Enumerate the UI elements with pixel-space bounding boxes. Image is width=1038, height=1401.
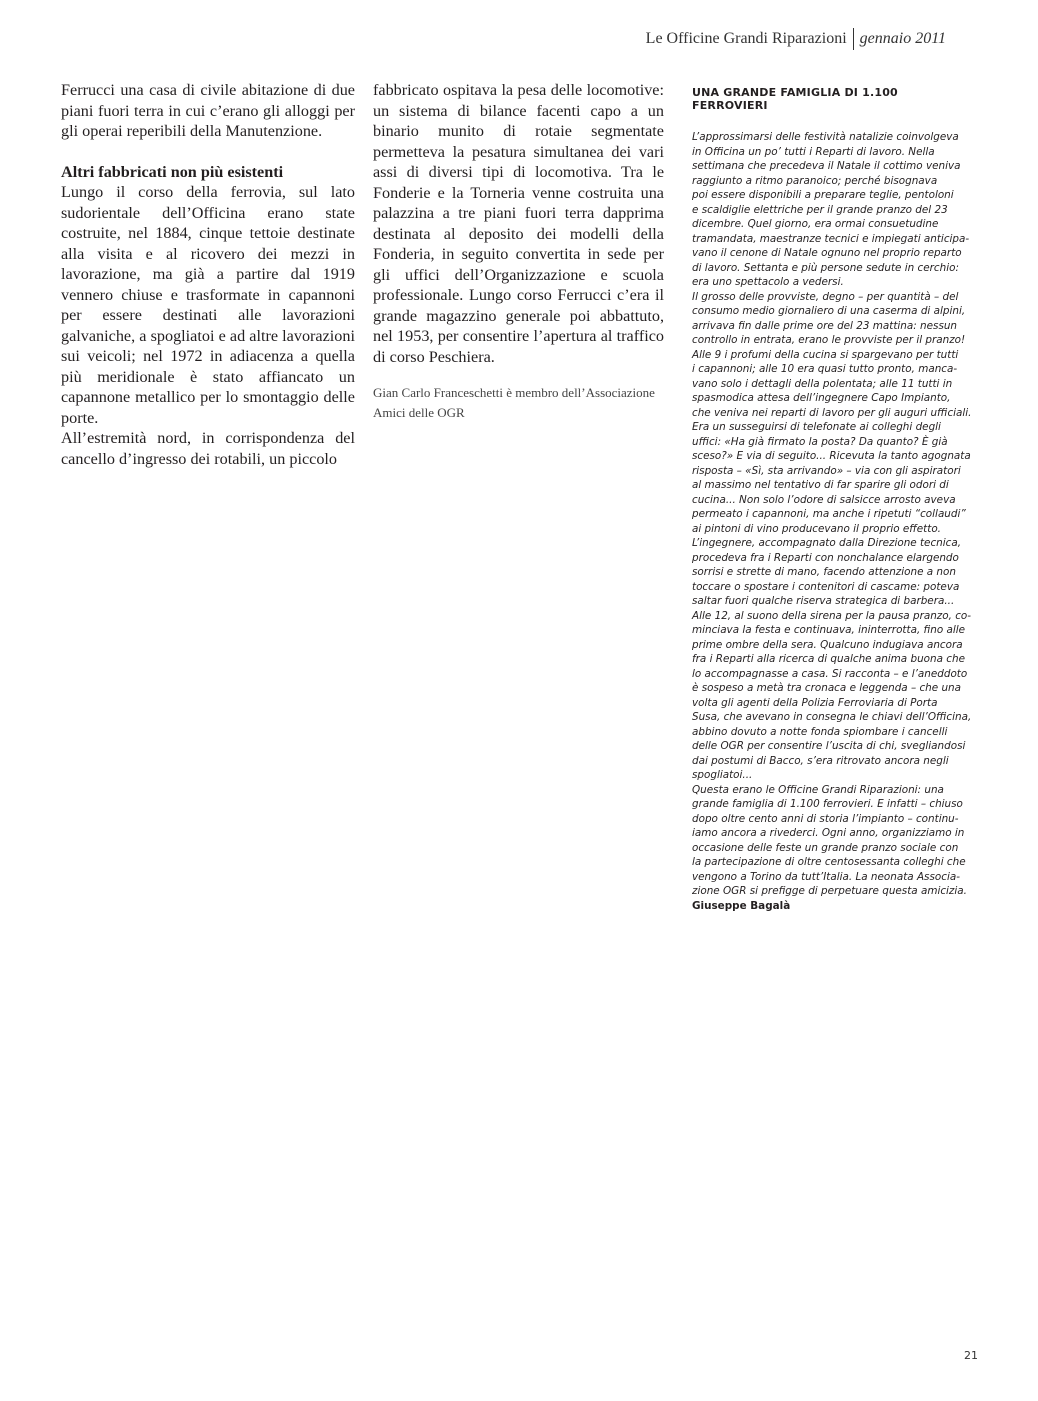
- article-column-2: [373, 80, 664, 423]
- sidebar-line: cucina... Non solo l’odore di salsicce arrosto aveva: [692, 493, 956, 506]
- article-column-1: [61, 80, 355, 469]
- sidebar-line: minciava la festa e continuava, ininterrotta, fino alle: [692, 624, 966, 636]
- sidebar-line: dai postumi di Bacco, s’era ritrovato ancora negli: [692, 754, 949, 767]
- sidebar-line: vano solo i dettagli della polentata; alle 11 tutti in: [692, 377, 953, 390]
- sidebar-line: i capannoni; alle 10 era quasi tutto pronto, manca-: [692, 363, 958, 375]
- sidebar-line: consumo medio giornaliero di una caserma di alpini,: [692, 305, 966, 317]
- sidebar-line: L’ingegnere, accompagnato dalla Direzione tecnica,: [692, 537, 962, 549]
- sidebar-line: poi essere disponibili a preparare teglie, pentoloni: [692, 189, 954, 201]
- sidebar-line: di lavoro. Settanta e più persone sedute in cerchio:: [692, 261, 959, 274]
- sidebar-line: permeato i capannoni, ma anche i ripetuti “collaudi”: [692, 508, 966, 520]
- sidebar-line: Questa erano le Officine Grandi Riparazioni: una: [692, 783, 944, 796]
- sidebar-line: saltar fuori qualche riserva strategica di barbera...: [692, 595, 955, 607]
- header-divider: [853, 28, 854, 50]
- sidebar-line: uffici: «Ha già firmato la posta? Da quanto? È già: [692, 435, 948, 448]
- sidebar-line: la partecipazione di oltre centosessanta colleghi che: [692, 856, 966, 868]
- sidebar-line: occasione delle feste un grande pranzo sociale con: [692, 841, 959, 854]
- sidebar-line: Alle 12, al suono della sirena per la pausa pranzo, co-: [692, 609, 972, 622]
- running-header: [646, 28, 946, 50]
- sidebar-line: è sospeso a metà tra cronaca e leggenda – che una: [692, 682, 962, 694]
- sidebar-line: dopo oltre cento anni di storia l’impianto – continu-: [692, 812, 959, 825]
- sidebar-line: prime ombre della sera. Qualcuno indugiava ancora: [692, 638, 963, 651]
- sidebar-line: L’approssimarsi delle festività natalizie coinvolgeva: [692, 131, 959, 143]
- sidebar-line: raggiunto a ritmo paranoico; perché bisognava: [692, 174, 938, 187]
- sidebar-line: che veniva nei reparti di lavoro per gli auguri ufficiali.: [692, 406, 972, 419]
- sidebar-line: e scaldiglie elettriche per il grande pranzo del 23: [692, 203, 948, 216]
- sidebar-line: procedeva fra i Reparti con nonchalance elargendo: [692, 551, 959, 564]
- sidebar-line: Era un susseguirsi di telefonate ai colleghi degli: [692, 421, 941, 433]
- sidebar-line: arrivava fin dalle prime ore del 23 mattina: nessun: [692, 319, 958, 332]
- sidebar-line: vano il cenone di Natale ognuno nel proprio reparto: [692, 247, 962, 259]
- sidebar-line: lo accompagnasse a casa. Si racconta – e l’aneddoto: [692, 667, 968, 680]
- paragraph: All’estremità nord, in corrispondenza del cancello d’ingresso dei rotabili, un piccolo: [61, 429, 355, 468]
- page-number: 21: [964, 1349, 978, 1362]
- sidebar-line: ai pintoni di vino producevano il proprio effetto.: [692, 522, 941, 535]
- sidebar-line: volta gli agenti della Polizia Ferroviaria di Porta: [692, 696, 938, 709]
- sidebar-line: fra i Reparti alla ricerca di qualche anima buona che: [692, 653, 965, 665]
- sidebar-line: Il grosso delle provviste, degno – per quantità – del: [692, 290, 959, 303]
- sidebar-line: spogliatoi...: [692, 769, 753, 781]
- sidebar-line: iamo ancora a rivederci. Ogni anno, organizziamo in: [692, 827, 965, 839]
- sidebar-line: era uno spettacolo a vedersi.: [692, 276, 844, 288]
- sidebar-line: spasmodica attesa dell’ingegnere Capo Impianto,: [692, 392, 951, 404]
- sidebar-line: Susa, che avevano in consegna le chiavi dell’Officina,: [692, 711, 972, 723]
- sidebar-line: al massimo nel tentativo di far sparire gli odori di: [692, 479, 949, 491]
- paragraph: Lungo il corso della ferrovia, sul lato sudorientale dell’Officina erano state costruite, nel 1884, cinque tettoie destinate alla visita e al ricovero dei mezzi in lavorazione, ma già a partire dal 1919 vennero chiuse e trasformate in capannoni per essere destinati alle lavorazioni galvaniche, a spogliatoi e ad altre lavorazioni sui veicoli; nel 1972 in adiacenza a quella più meridionale è stato affiancato un capannone metallico per lo smontaggio delle porte.: [61, 183, 355, 427]
- sidebar-line: toccare o spostare i contenitori di cascame: poteva: [692, 580, 960, 593]
- sidebar-line: vengono a Torino da tutt’Italia. La neonata Associa-: [692, 870, 960, 883]
- author-note: Gian Carlo Franceschetti è membro dell’Associazione Amici delle OGR: [373, 385, 655, 420]
- sidebar-title: UNA GRANDE FAMIGLIA DI 1.100 FERROVIERI: [692, 86, 898, 112]
- paragraph: Ferrucci una casa di civile abitazione di due piani fuori terra in cui c’erano gli alloggi per gli operai reperibili della Manutenzione.: [61, 81, 355, 140]
- sidebar-line: zione OGR si prefigge di perpetuare questa amicizia.: [692, 885, 967, 897]
- sidebar-story: [692, 86, 972, 913]
- issue-date: gennaio 2011: [859, 30, 946, 47]
- sidebar-line: controllo in entrata, erano le provviste per il pranzo!: [692, 334, 966, 346]
- paragraph: fabbricato ospitava la pesa delle locomotive: un sistema di bilance facenti capo a un binario munito di rotaie segmentate permetteva la pesatura simultanea dei vari assi di diversi tipi di locomotiva. Tra le Fonderie e la Torneria venne costruita una palazzina a tre piani fuori terra dapprima destinata al deposito dei modelli della Fonderia, in seguito convertita in sede per gli uffici dell’Organizzazione e scuola professionale. Lungo corso Ferrucci c’era il grande magazzino generale poi abbattuto, nel 1953, per consentire l’apertura al traffico di corso Peschiera.: [373, 81, 664, 366]
- publication-title: Le Officine Grandi Riparazioni: [645, 30, 847, 47]
- sidebar-line: in Officina un po’ tutti i Reparti di lavoro. Nella: [692, 145, 935, 158]
- section-subheading: Altri fabbricati non più esistenti: [61, 162, 284, 181]
- sidebar-line: sorrisi e strette di mano, facendo attenzione a non: [692, 566, 956, 578]
- sidebar-line: risposta – «Sì, sta arrivando» – via con gli aspiratori: [692, 464, 961, 477]
- sidebar-line: dicembre. Quel giorno, era ormai consuetudine: [692, 218, 939, 230]
- sidebar-line: sceso?» E via di seguito... Ricevuta la tanto agognata: [692, 450, 971, 462]
- sidebar-line: settimana che precedeva il Natale il cottimo veniva: [692, 160, 961, 172]
- sidebar-body: [692, 130, 972, 899]
- sidebar-line: delle OGR per consentire l’uscita di chi, svegliandosi: [692, 740, 966, 752]
- sidebar-line: tramandata, maestranze tecnici e impiegati anticipa-: [692, 232, 970, 245]
- sidebar-line: Alle 9 i profumi della cucina si spargevano per tutti: [692, 348, 959, 361]
- sidebar-signature: Giuseppe Bagalà: [692, 899, 791, 912]
- sidebar-line: abbino dovuto a notte fonda spiombare i cancelli: [692, 725, 948, 738]
- sidebar-line: grande famiglia di 1.100 ferrovieri. E infatti – chiuso: [692, 798, 963, 810]
